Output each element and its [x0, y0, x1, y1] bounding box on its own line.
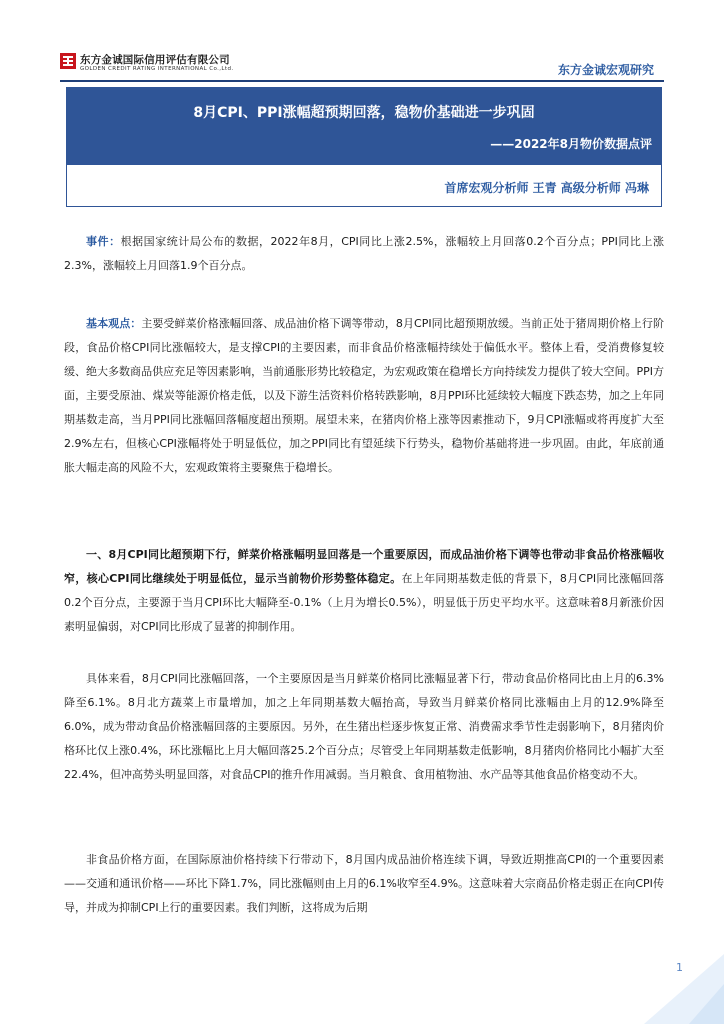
- header-divider: [60, 80, 664, 82]
- page-number: 1: [676, 961, 683, 974]
- detail-paragraph: 具体来看，8月CPI同比涨幅回落，一个主要原因是当月鲜菜价格同比涨幅显著下行，带动食品价格同比由上月的6.3%降至6.1%。8月北方蔬菜上市量增加，加之上年同期基数大幅抬高，导致当月鲜菜价格同比涨幅由上月的12.9%降至6.0%，成为带动食品价格涨幅回落的主要原因。另外，在生猪出栏逐步恢复正常、消费需求季节性走弱影响下，8月猪肉价格环比仅上涨0.4%，环比涨幅比上月大幅回落25.2个百分点；尽管受上年同期基数走低影响，8月猪肉价格同比小幅扩大至22.4%，但冲高势头明显回落，对食品CPI的推升作用减弱。当月粮食、食用植物油、水产品等其他食品价格变动不大。: [64, 672, 664, 781]
- author-box: [66, 165, 662, 207]
- section1-paragraph: [64, 543, 664, 639]
- report-subtitle: ——2022年8月物价数据点评: [490, 137, 652, 151]
- brand-label: 东方金诚宏观研究: [557, 63, 654, 77]
- nonfood-paragraph: 非食品价格方面，在国际原油价格持续下行带动下，8月国内成品油价格连续下调，导致近期推高CPI的一个重要因素——交通和通讯价格——环比下降1.7%，同比涨幅则由上月的6.1%收窄至4.9%。这意味着大宗商品价格走弱正在向CPI传导，并成为抑制CPI上行的重要因素。我们判断，这将成为后期: [64, 853, 664, 914]
- view-paragraph: [64, 312, 664, 480]
- section1-heading: 一、8月CPI同比超预期下行，鲜菜价格涨幅明显回落是一个重要原因，而成品油价格下调等也带动非食品价格涨幅收窄，核心CPI同比继续处于明显低位，显示当前物价形势整体稳定。: [64, 548, 664, 585]
- report-authors: 首席宏观分析师 王青 高级分析师 冯琳: [444, 181, 649, 195]
- company-name-en: GOLDEN CREDIT RATING INTERNATIONAL Co.,Ltd.: [80, 66, 234, 72]
- event-label: 事件：: [86, 235, 121, 248]
- view-label: 基本观点：: [86, 317, 142, 330]
- section1-text: 在上年同期基数走低的背景下，8月CPI同比涨幅回落0.2个百分点，主要源于当月CPI环比大幅降至-0.1%（上月为增长0.5%），明显低于历史平均水平。这意味着8月新涨价因素明显偏弱，对CPI同比形成了显著的抑制作用。: [64, 572, 664, 633]
- title-banner: [66, 87, 662, 165]
- company-logo-icon: [60, 53, 76, 69]
- event-text: 根据国家统计局公布的数据，2022年8月，CPI同比上涨2.5%，涨幅较上月回落0.2个百分点；PPI同比上涨2.3%，涨幅较上月回落1.9个百分点。: [64, 235, 665, 272]
- event-paragraph: [64, 230, 664, 278]
- company-name-cn: 东方金诚国际信用评估有限公司: [80, 54, 230, 66]
- view-text: 主要受鲜菜价格涨幅回落、成品油价格下调等带动，8月CPI同比超预期放缓。当前正处于猪周期价格上行阶段，食品价格CPI同比涨幅较大，是支撑CPI的主要因素，而非食品价格涨幅持续处于偏低水平。整体上看，受消费修复较缓、绝大多数商品供应充足等因素影响，当前通胀形势比较稳定，为宏观政策在稳增长方向持续发力提供了较大空间。PPI方面，主要受原油、煤炭等能源价格走低，以及下游生活资料价格转跌影响，8月PPI环比延续较大幅度下跌态势，加之上年同期基数走高，当月PPI同比涨幅回落幅度超出预期。展望未来，在猪肉价格上涨等因素推动下，9月CPI涨幅或将再度扩大至2.9%左右，但核心CPI涨幅将处于明显低位，加之PPI同比有望延续下行势头，稳物价基础将进一步巩固。由此，年底前通胀大幅走高的风险不大，宏观政策将主要聚焦于稳增长。: [64, 317, 664, 474]
- report-title: 8月CPI、PPI涨幅超预期回落，稳物价基础进一步巩固: [193, 105, 535, 121]
- corner-decoration: [604, 944, 724, 1024]
